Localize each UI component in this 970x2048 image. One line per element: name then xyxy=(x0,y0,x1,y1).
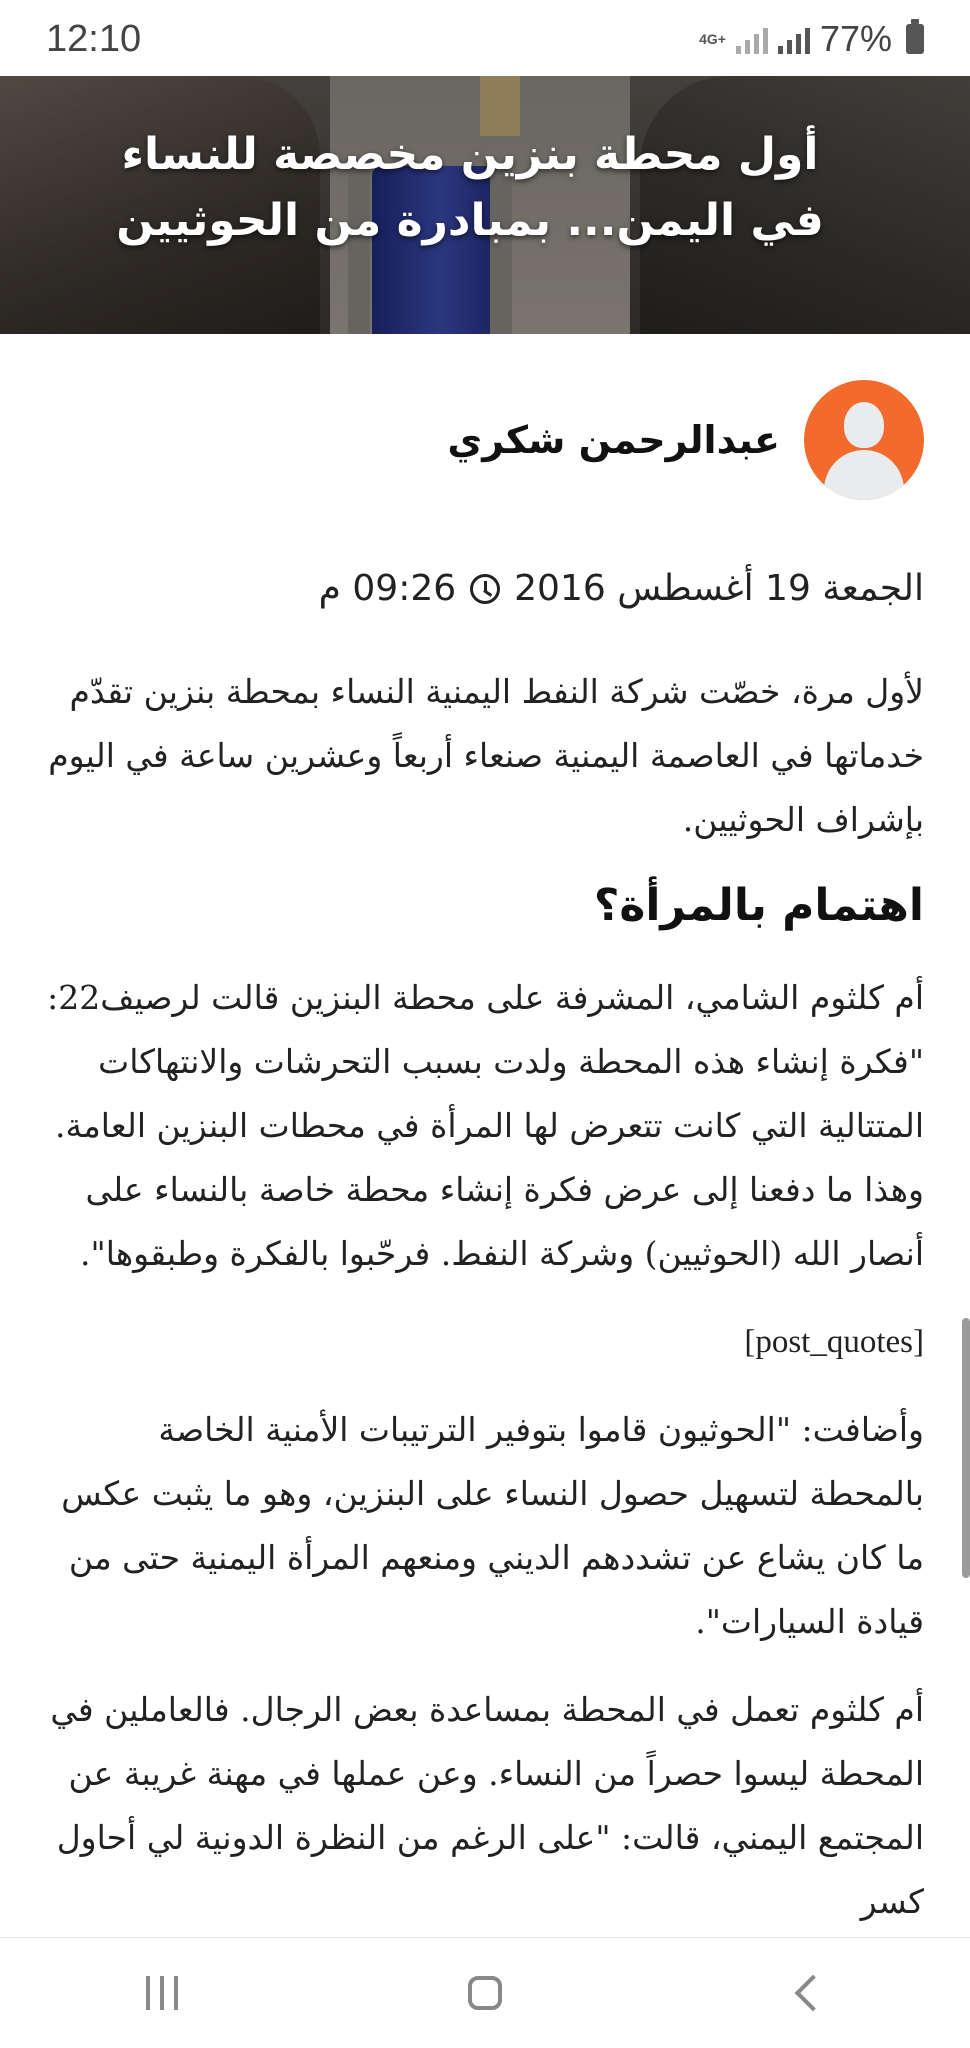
back-icon xyxy=(795,1975,832,2012)
article-paragraph-1: أم كلثوم الشامي، المشرفة على محطة البنزين قالت لرصيف22: "فكرة إنشاء هذه المحطة ولدت بسبب التحرشات والانتهاكات المتتالية التي كانت تتعرض لها المرأة في محطات البنزين العامة. وهذا ما دفعنا إلى عرض فكرة إنشاء محطة خاصة بالنساء على أنصار الله (الحوثيين) وشركة النفط. فرحّبوا بالفكرة وطبقوها". xyxy=(47,978,924,1273)
status-bar xyxy=(0,0,970,76)
article-intro: لأول مرة، خصّت شركة النفط اليمنية النساء بمحطة بنزين تقدّم خدماتها في العاصمة اليمنية صنعاء أربعاً وعشرين ساعة في اليوم بإشراف الحوثيين. xyxy=(48,672,924,839)
article-paragraph-2: وأضافت: "الحوثيون قاموا بتوفير الترتيبات الأمنية الخاصة بالمحطة لتسهيل حصول النساء على البنزين، وهو ما يثبت عكس ما كان يشاع عن تشددهم الديني ومنعهم المرأة اليمنية حتى من قيادة السيارات". xyxy=(61,1410,924,1641)
scrollbar[interactable] xyxy=(962,1318,970,1578)
avatar-body-icon xyxy=(824,450,904,500)
home-icon xyxy=(468,1976,502,2010)
avatar-head-icon xyxy=(844,402,884,448)
section-heading: اهتمام بالمرأة؟ xyxy=(593,880,924,931)
battery-percentage: 77% xyxy=(819,18,892,59)
publish-date: الجمعة 19 أغسطس 2016 xyxy=(514,568,924,609)
signal-icon-2 xyxy=(778,24,810,54)
hero-image xyxy=(0,76,970,334)
home-button[interactable] xyxy=(445,1963,525,2023)
article-title: أول محطة بنزين مخصصة للنساء في اليمن... بمبادرة من الحوثيين xyxy=(116,129,824,246)
status-time: 12:10 xyxy=(46,18,142,60)
author-name[interactable]: عبدالرحمن شكري xyxy=(447,418,780,462)
clock-icon xyxy=(470,574,500,604)
network-type-label: 4G+ xyxy=(699,31,726,47)
recent-apps-button[interactable] xyxy=(122,1963,202,2023)
back-button[interactable] xyxy=(768,1963,848,2023)
publish-time: 09:26 م xyxy=(318,568,457,609)
author-avatar[interactable] xyxy=(804,380,924,500)
system-nav-bar xyxy=(0,1937,970,2048)
signal-icon-1 xyxy=(736,24,768,54)
recent-apps-icon xyxy=(146,1976,178,2010)
post-quotes-shortcode: [post_quotes] xyxy=(744,1324,924,1360)
network-type-icon xyxy=(699,32,726,46)
publish-date-row xyxy=(319,568,924,609)
battery-icon xyxy=(906,24,924,54)
article-body xyxy=(44,660,924,1958)
author-block[interactable] xyxy=(447,380,924,500)
status-icons xyxy=(699,18,924,60)
article-paragraph-3: أم كلثوم تعمل في المحطة بمساعدة بعض الرجال. فالعاملين في المحطة ليسوا حصراً من النساء. وعن عملها في مهنة غريبة عن المجتمع اليمني، قالت: "على الرغم من النظرة الدونية لي أحاول كسر xyxy=(50,1690,924,1921)
